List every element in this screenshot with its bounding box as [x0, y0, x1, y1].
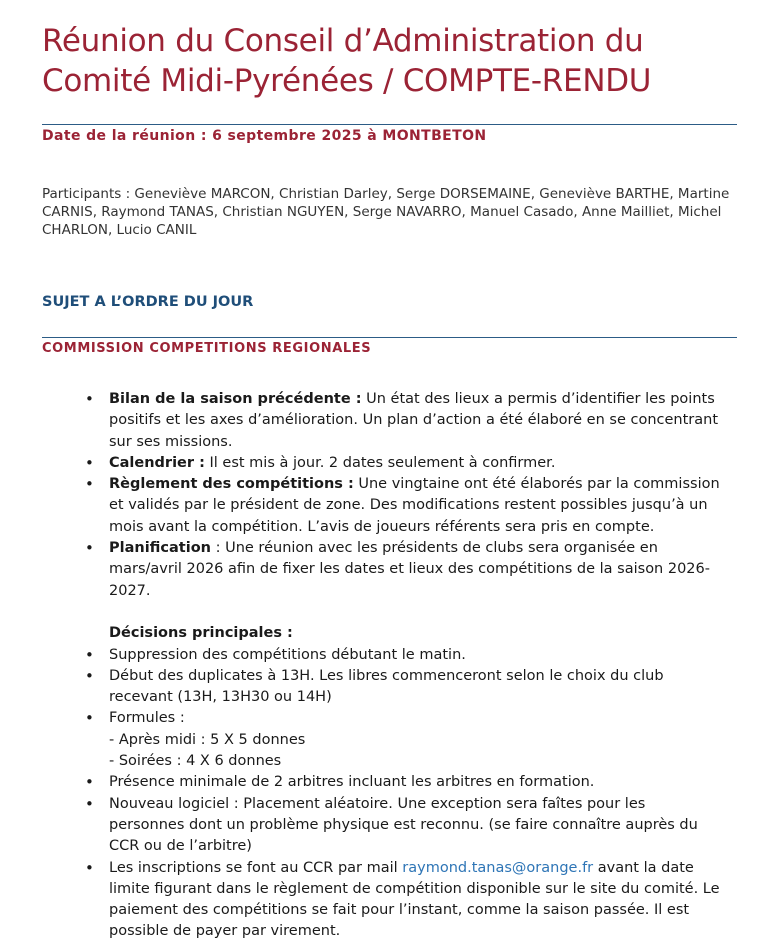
list-item — [109, 538, 721, 602]
item-label: Calendrier : — [109, 454, 205, 471]
decisions-title: Décisions principales : — [109, 625, 293, 642]
decisions-list — [109, 645, 721, 943]
item-label: Règlement des compétitions : — [109, 476, 354, 493]
item-text: Il est mis à jour. 2 dates seulement à confirmer. — [204, 454, 556, 471]
agenda-divider — [42, 337, 737, 338]
list-item — [109, 474, 721, 538]
email-link[interactable]: raymond.tanas@orange.fr — [402, 859, 594, 876]
participants-list: Participants : Geneviève MARCON, Christian Darley, Serge DORSEMAINE, Geneviève BARTHE, Martine CARNIS, Raymond TANAS, Christian NGUYEN, Serge NAVARRO, Manuel Casado, Anne Mailliet, Michel CHARLON, Lucio CANIL — [42, 186, 730, 238]
item-text: Un état des lieux a permis d’identifier les points positifs et les axes d’amélioration. Un plan d’action a été élaboré en se concentrant sur ses missions. — [109, 391, 719, 450]
title-divider — [42, 124, 737, 125]
document-title: Réunion du Conseil d’Administration du Comité Midi-Pyrénées / COMPTE-RENDU — [42, 23, 652, 99]
agenda-heading: SUJET A L’ORDRE DU JOUR — [42, 294, 254, 310]
list-item — [109, 389, 721, 453]
list-item: • Nouveau logiciel : Placement aléatoire. Une exception sera faîtes pour les personnes dont un problème physique est reconnu. (se faire connaître auprès du CCR ou de l’arbitre) — [109, 794, 721, 858]
list-item — [109, 453, 721, 474]
commission-content — [109, 389, 721, 943]
list-item — [109, 858, 721, 943]
list-item: • Présence minimale de 2 arbitres incluant les arbitres en formation. — [109, 772, 721, 793]
item-label: Planification — [109, 540, 211, 557]
item-text: Une vingtaine ont été élaborés par la commission et validés par le président de zone. Des modifications restent possibles jusqu’à un mois avant la compétition. L’avis de joueurs référents sera pris en compte. — [109, 476, 720, 535]
item-text: : Une réunion avec les présidents de clubs sera organisée en mars/avril 2026 afin de fixer les dates et lieux des compétitions de la saison 2026-2027. — [109, 540, 710, 599]
formules-line: - Soirées : 4 X 6 donnes — [109, 753, 282, 770]
summary-list — [109, 389, 721, 602]
list-item: • Suppression des compétitions débutant le matin. — [109, 645, 721, 666]
list-item: • Début des duplicates à 13H. Les libres commenceront selon le choix du club recevant (13H, 13H30 ou 14H) — [109, 666, 721, 709]
inscriptions-text: Les inscriptions se font au CCR par mail — [109, 859, 403, 876]
list-item — [109, 708, 721, 772]
commission-heading: COMMISSION COMPETITIONS REGIONALES — [42, 341, 372, 356]
inscriptions-text: avant la date limite figurant dans le règlement de compétition disponible sur le site du comité. Le paiement des compétitions se fait pour l’instant, comme la saison passée. Il est possible de payer par virement. — [109, 859, 720, 940]
formules-line: - Après midi : 5 X 5 donnes — [109, 731, 306, 748]
item-label: Bilan de la saison précédente : — [109, 391, 362, 407]
meeting-date: Date de la réunion : 6 septembre 2025 à MONTBETON — [42, 128, 487, 144]
formules-label: • Formules : — [109, 710, 185, 727]
